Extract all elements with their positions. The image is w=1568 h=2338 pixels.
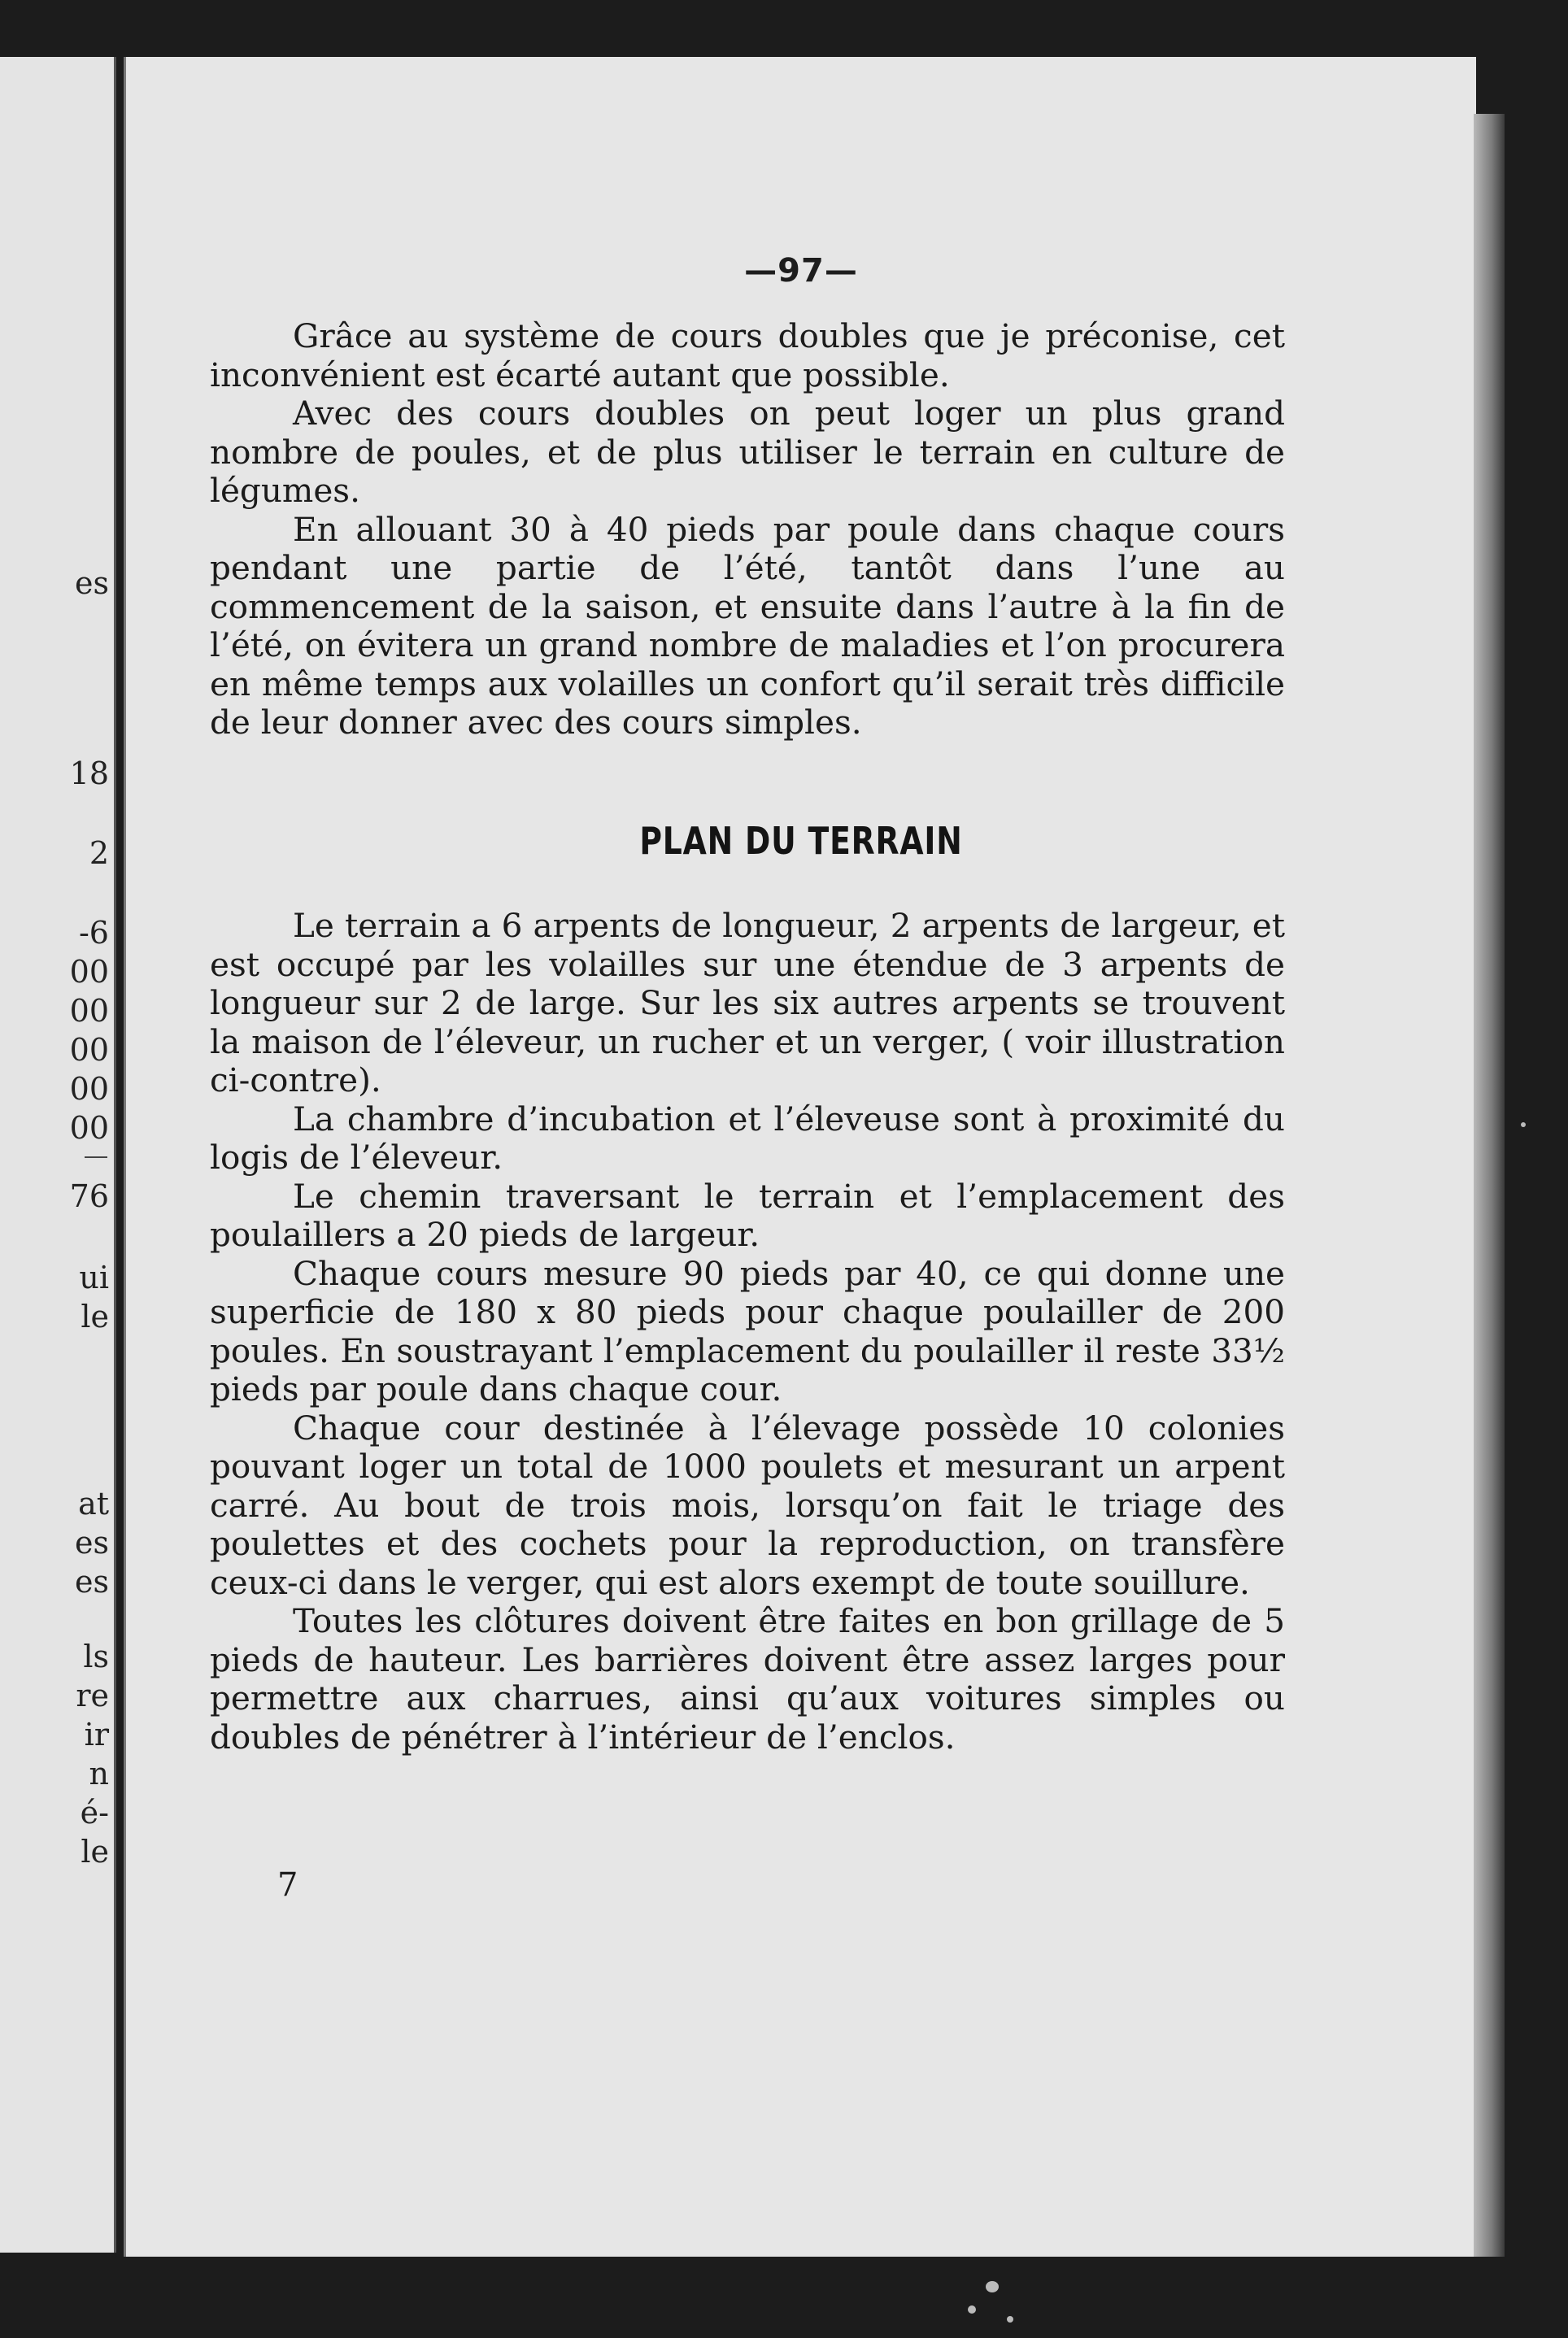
left-page-fragment: es [75, 1564, 109, 1600]
paragraph: Toutes les clôtures doivent être faites en bon grillage de 5 pieds de hauteur. Les barrières doivent être assez larges pour permettre aux charrues, ainsi qu’aux voitures simples ou doubles de pénétrer à l’intérieur de l’enclos. [210, 1601, 1285, 1757]
left-page-fragment: 00 [69, 993, 109, 1029]
left-page-edge [0, 57, 116, 2253]
book-page [124, 57, 1476, 2257]
paragraph: En allouant 30 à 40 pieds par poule dans chaque cours pendant une partie de l’été, tantôt dans l’une au commencement de la saison, et ensuite dans l’autre à la fin de l’été, on évitera un grand nombre de maladies et l’on procurera en même temps aux volailles un confort qu’il serait très difficile de leur donner avec des cours simples. [210, 509, 1285, 742]
left-page-fragment: 00 [69, 1071, 109, 1107]
left-page-fragment: 00 [69, 1032, 109, 1068]
left-page-rule [85, 1156, 107, 1158]
text-block-top [210, 317, 1285, 742]
left-page-fragment: re [76, 1678, 109, 1713]
left-page-fragment: ui [79, 1260, 109, 1295]
scan-speck [986, 2281, 999, 2292]
left-page-fragment: 00 [69, 954, 109, 990]
section-heading: PLAN DU TERRAIN [639, 819, 963, 863]
scan-speck [968, 2305, 976, 2314]
left-page-fragment: ir [84, 1717, 109, 1752]
left-page-fragment: 18 [69, 755, 109, 791]
signature-mark: 7 [277, 1866, 298, 1904]
left-page-fragment: es [75, 1525, 109, 1561]
page-edge-shadow [1474, 114, 1505, 2257]
left-page-fragment: ls [83, 1639, 109, 1674]
scan-speck [1007, 2316, 1013, 2323]
left-page-fragment: n [89, 1756, 109, 1792]
paragraph: Chaque cours mesure 90 pieds par 40, ce qui donne une superficie de 180 x 80 pieds pour chaque poulailler de 200 poules. En soustrayant l’emplacement du poulailler il reste 33½ pieds par poule dans chaque cour. [210, 1253, 1285, 1408]
left-page-fragment: 2 [89, 835, 109, 871]
left-page-fragment: 76 [69, 1178, 109, 1214]
scan-speck [1521, 1122, 1526, 1127]
paragraph: Le terrain a 6 arpents de longueur, 2 arpents de largeur, et est occupé par les volailles sur une étendue de 3 arpents de longueur sur 2 de large. Sur les six autres arpents se trouvent la maison de l’éleveur, un rucher et un verger, ( voir illustration ci-contre). [210, 906, 1285, 1099]
left-page-fragment: le [81, 1834, 109, 1870]
left-page-fragment: es [75, 565, 109, 601]
paragraph: Avec des cours doubles on peut loger un plus grand nombre de poules, et de plus utiliser le terrain en culture de légumes. [210, 394, 1285, 510]
left-page-fragment: le [81, 1299, 109, 1334]
paragraph: Grâce au système de cours doubles que je préconise, cet inconvénient est écarté autant que possible. [210, 316, 1285, 394]
left-page-fragment: at [78, 1486, 109, 1522]
left-page-fragment: -6 [78, 915, 109, 951]
paragraph: La chambre d’incubation et l’éleveuse sont à proximité du logis de l’éleveur. [210, 1099, 1285, 1177]
text-block-bottom [210, 907, 1285, 1757]
left-page-fragment: é- [80, 1795, 109, 1831]
paragraph: Chaque cour destinée à l’élevage possède 10 colonies pouvant loger un total de 1000 poulets et mesurant un arpent carré. Au bout de trois mois, lorsqu’on fait le triage des poulettes et des cochets pour la reproduction, on transfère ceux-ci dans le verger, qui est alors exempt de toute souillure. [210, 1408, 1285, 1602]
paragraph: Le chemin traversant le terrain et l’emplacement des poulaillers a 20 pieds de largeur. [210, 1176, 1285, 1254]
page-number: —97— [744, 252, 858, 290]
left-page-fragment: 00 [69, 1110, 109, 1146]
